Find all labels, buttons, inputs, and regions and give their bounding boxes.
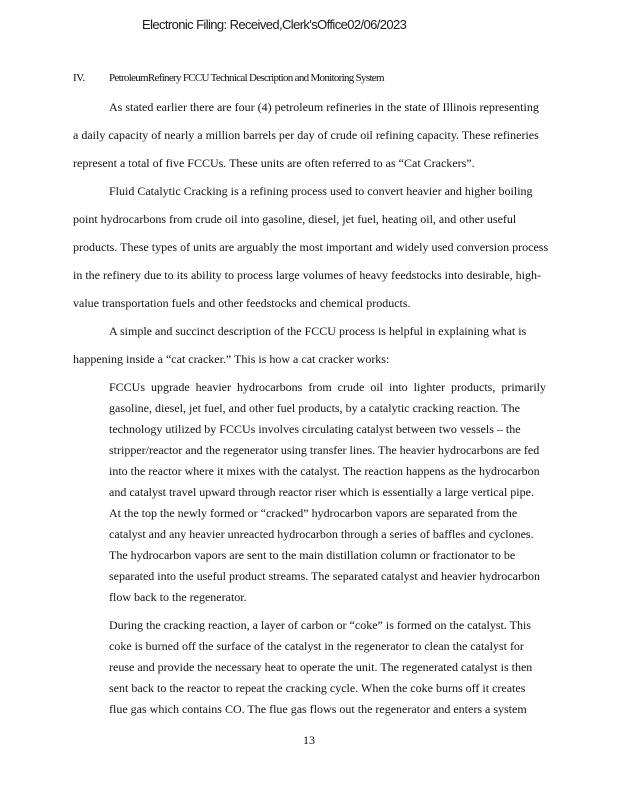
block-quote-line: stripper/reactor and the regenerator using transfer lines. The heavier hydrocarbons are fed — [109, 443, 540, 457]
block-quote-line: and catalyst travel upward through reactor riser which is essentially a large vertical pipe. — [109, 485, 534, 499]
body-line: point hydrocarbons from crude oil into gasoline, diesel, jet fuel, heating oil, and other useful — [73, 212, 517, 226]
body-line: A simple and succinct description of the FCCU process is helpful in explaining what is — [109, 324, 527, 338]
block-quote-line: At the top the newly formed or “cracked” hydrocarbon vapors are separated from the — [109, 506, 518, 520]
block-quote-line: gasoline, diesel, jet fuel, and other fuel products, by a catalytic cracking reaction. The — [109, 401, 520, 415]
block-quote-line: sent back to the reactor to repeat the cracking cycle. When the coke burns off it creates — [109, 681, 526, 695]
section-number: IV. — [73, 72, 85, 84]
body-line: a daily capacity of nearly a million barrels per day of crude oil refining capacity. These refineries — [73, 128, 539, 142]
body-line: Fluid Catalytic Cracking is a refining process used to convert heavier and higher boiling — [109, 184, 533, 198]
section-title: PetroleumRefinery FCCU Technical Description and Monitoring System — [109, 72, 384, 84]
block-quote-line: reuse and provide the necessary heat to operate the unit. The regenerated catalyst is then — [109, 660, 533, 674]
block-quote-line: The hydrocarbon vapors are sent to the main distillation column or fractionator to be — [109, 548, 516, 562]
block-quote-line: flue gas which contains CO. The flue gas flows out the regenerator and enters a system — [109, 702, 527, 716]
body-line: value transportation fuels and other feedstocks and chemical products. — [73, 296, 411, 310]
page-number: 13 — [303, 733, 315, 747]
block-quote-line: separated into the useful product streams. The separated catalyst and heavier hydrocarbon — [109, 569, 540, 583]
body-line: As stated earlier there are four (4) petroleum refineries in the state of Illinois representing — [109, 100, 539, 114]
electronic-filing-stamp: Electronic Filing: Received,Clerk'sOffice02/06/2023 — [142, 17, 407, 32]
block-quote-line: flow back to the regenerator. — [109, 590, 247, 604]
block-quote-line: During the cracking reaction, a layer of carbon or “coke” is formed on the catalyst. This — [109, 618, 531, 632]
block-quote-line: technology utilized by FCCUs involves circulating catalyst between two vessels – the — [109, 422, 521, 436]
block-quote-line: catalyst and any heavier unreacted hydrocarbon through a series of baffles and cyclones. — [109, 527, 534, 541]
body-line: represent a total of five FCCUs. These units are often referred to as “Cat Crackers”. — [73, 156, 475, 170]
block-quote-line: coke is burned off the surface of the catalyst in the regenerator to clean the catalyst for — [109, 639, 524, 653]
section-heading — [73, 72, 543, 84]
body-line: in the refinery due to its ability to process large volumes of heavy feedstocks into desirable, high- — [73, 268, 541, 282]
body-line: happening inside a “cat cracker.” This is how a cat cracker works: — [73, 352, 390, 366]
body-line: products. These types of units are arguably the most important and widely used conversion process — [73, 240, 549, 254]
block-quote-line: FCCUs upgrade heavier hydrocarbons from crude oil into lighter products, primarily — [109, 380, 546, 394]
block-quote-line: into the reactor where it mixes with the catalyst. The reaction happens as the hydrocarbon — [109, 464, 540, 478]
